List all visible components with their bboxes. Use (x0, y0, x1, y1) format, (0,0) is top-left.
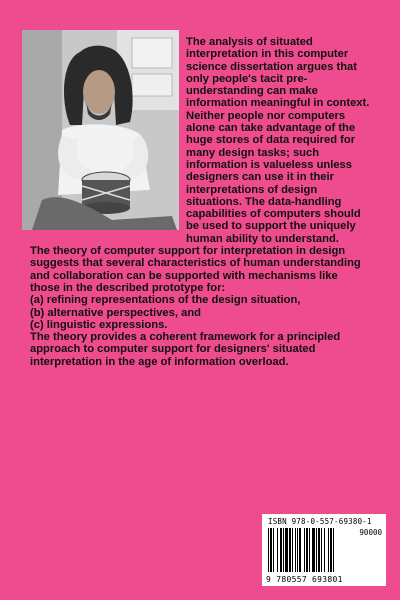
barcode-stripe (285, 528, 288, 572)
isbn-label: ISBN 978-0-557-69380-1 (268, 517, 372, 526)
blurb-paragraph-3: The theory of computer support for interpretation in design suggests that several characteristics of human understanding and collaboration can be supported with mechanisms like those in the described prototype for: (30, 245, 361, 294)
back-cover-blurb (30, 36, 370, 368)
barcode-stripe (295, 528, 296, 572)
barcode-stripe (321, 528, 322, 572)
barcode-stripe (306, 528, 308, 572)
barcode-digits: 9 780557 693801 (266, 575, 343, 584)
blurb-paragraph-4: The theory provides a coherent framework for a principled approach to computer support for designers' situated interpretation in the age of information overload. (30, 331, 341, 368)
barcode-stripe (270, 528, 272, 572)
barcode-stripe (304, 528, 305, 572)
barcode-stripe (268, 528, 269, 572)
barcode-stripe (273, 528, 274, 572)
barcode-stripe (330, 528, 332, 572)
barcode-stripe (277, 528, 278, 572)
blurb-list-item-c: (c) linguistic expressions. (30, 318, 168, 331)
barcode-stripe (328, 528, 329, 572)
barcode-stripe (289, 528, 291, 572)
barcode-stripe (299, 528, 301, 572)
isbn-barcode (262, 514, 386, 586)
blurb-list-item-a: (a) refining representations of the design situation, (30, 294, 301, 307)
barcode-stripe (297, 528, 298, 572)
barcode-stripe (280, 528, 282, 572)
barcode-stripe (283, 528, 284, 572)
barcode-bars (268, 528, 356, 572)
barcode-stripe (292, 528, 293, 572)
price-code: 90000 (359, 528, 382, 537)
blurb-list-item-b: (b) alternative perspectives, and (30, 306, 201, 319)
barcode-stripe (318, 528, 320, 572)
blurb-paragraph-1: The analysis of situated interpretation in this computer science dissertation argues that only people's tacit pre-understanding can make information meaningful in context. (186, 36, 370, 110)
photo-spacer (30, 36, 186, 244)
barcode-stripe (309, 528, 310, 572)
barcode-stripe (316, 528, 317, 572)
barcode-stripe (312, 528, 315, 572)
barcode-stripe (333, 528, 334, 572)
barcode-stripe (324, 528, 325, 572)
blurb-paragraph-2: Neither people nor computers alone can take advantage of the huge stores of data required for many design tasks; such information is valueless unless designers can use it in their interpretations of design situations. The data-handling capabilities of computers should be used to support the uniquely human ability to understand. (186, 109, 361, 245)
